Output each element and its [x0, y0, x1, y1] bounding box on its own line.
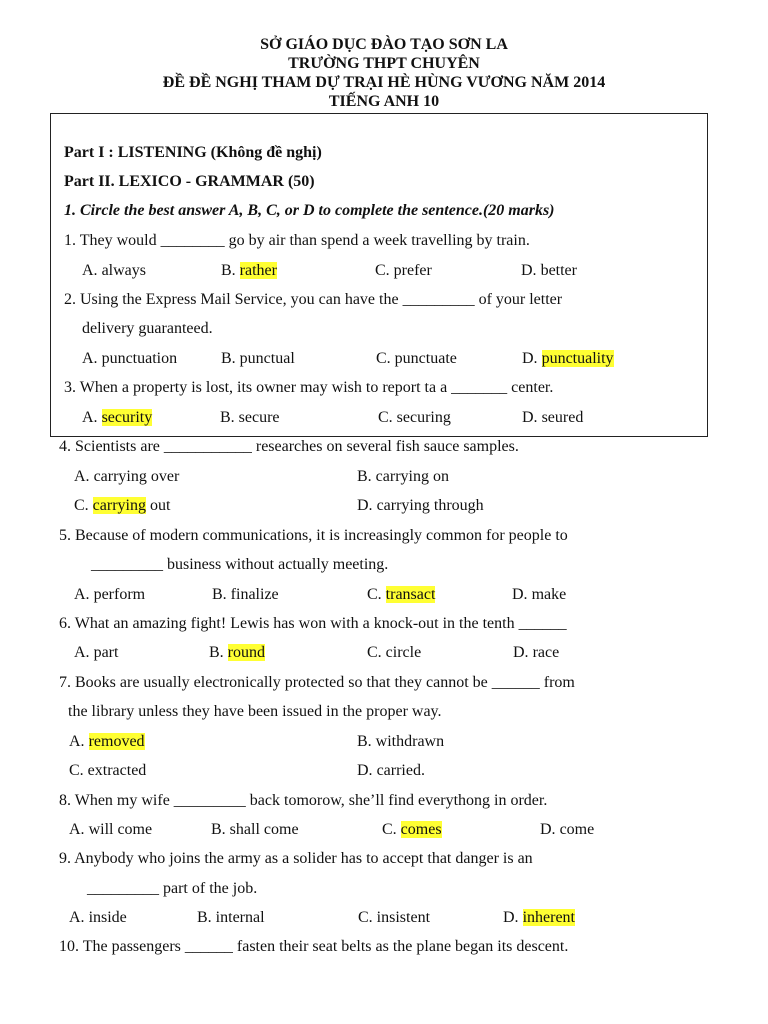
option-letter: A.: [82, 409, 102, 426]
highlighted-answer: security: [101, 409, 153, 426]
option-letter: B.: [209, 644, 228, 661]
option-letter: B.: [221, 350, 240, 367]
option-letter: D.: [503, 909, 523, 926]
question-9-text: 9. Anybody who joins the army as a solider has to accept that danger is an: [59, 850, 533, 867]
option-letter: B.: [197, 909, 216, 926]
option-word: inside: [88, 909, 127, 926]
question-7-option-a[interactable]: [69, 732, 145, 752]
option-word: punctual: [239, 350, 295, 367]
option-letter: B.: [221, 262, 240, 279]
option-letter: C.: [375, 262, 394, 279]
option-word: race: [532, 644, 560, 661]
option-word: internal: [215, 909, 265, 926]
question-4-option-d[interactable]: [357, 496, 484, 516]
option-word: securing: [396, 409, 451, 426]
option-letter: B.: [357, 733, 376, 750]
option-word: carrying on: [375, 468, 449, 485]
option-word: circle: [385, 644, 422, 661]
question-3-option-c[interactable]: [378, 408, 451, 428]
option-word: shall come: [229, 821, 299, 838]
question-4-text: 4. Scientists are ___________ researches on several fish sauce samples.: [59, 438, 519, 455]
question-2-option-c[interactable]: [376, 349, 457, 369]
option-word: withdrawn: [375, 733, 445, 750]
question-8-option-c[interactable]: [382, 820, 442, 840]
option-letter: C.: [376, 350, 395, 367]
header-department: SỞ GIÁO DỤC ĐÀO TẠO SƠN LA: [260, 36, 508, 53]
question-3-text: 3. When a property is lost, its owner may wish to report ta a _______ center.: [64, 379, 554, 396]
option-letter: A.: [69, 909, 89, 926]
question-8-option-d[interactable]: [540, 820, 594, 840]
highlighted-answer: round: [227, 644, 265, 661]
option-letter: D.: [357, 762, 377, 779]
question-7-text: 7. Books are usually electronically protected so that they cannot be ______ from: [59, 674, 575, 691]
option-letter: D.: [357, 497, 377, 514]
document-header: [0, 35, 768, 111]
question-8-option-b[interactable]: [211, 820, 299, 840]
question-2-option-d[interactable]: [522, 349, 614, 369]
option-word: extracted: [87, 762, 147, 779]
question-5-option-c[interactable]: [367, 585, 435, 605]
option-letter: D.: [540, 821, 560, 838]
option-suffix: out: [145, 497, 171, 514]
question-6-option-b[interactable]: [209, 643, 265, 663]
option-word: will come: [88, 821, 153, 838]
highlighted-answer: transact: [385, 586, 436, 603]
option-word: perform: [93, 586, 146, 603]
option-word: secure: [238, 409, 280, 426]
question-5-option-a[interactable]: [74, 585, 145, 605]
question-7-option-b[interactable]: [357, 732, 444, 752]
option-word: better: [540, 262, 577, 279]
option-letter: D.: [522, 350, 542, 367]
option-word: carrying through: [376, 497, 484, 514]
highlighted-answer: comes: [400, 821, 442, 838]
option-letter: C.: [367, 586, 386, 603]
question-9-option-c[interactable]: [358, 908, 430, 928]
option-letter: B.: [212, 586, 231, 603]
question-7-option-d[interactable]: [357, 761, 425, 781]
question-2-option-a[interactable]: [82, 349, 177, 369]
option-letter: C.: [74, 497, 93, 514]
option-letter: A.: [74, 468, 94, 485]
option-word: punctuate: [394, 350, 457, 367]
question-3-option-d[interactable]: [522, 408, 583, 428]
header-subject: TIẾNG ANH 10: [328, 93, 440, 110]
question-6-text: 6. What an amazing fight! Lewis has won with a knock-out in the tenth ______: [59, 615, 567, 632]
question-8-text: 8. When my wife _________ back tomorow, she’ll find everythong in order.: [59, 792, 548, 809]
question-1-option-b[interactable]: [221, 261, 277, 281]
part1-heading: Part I : LISTENING (Không đề nghị): [64, 144, 322, 161]
option-letter: B.: [357, 468, 376, 485]
question-1-option-c[interactable]: [375, 261, 432, 281]
question-2-option-b[interactable]: [221, 349, 295, 369]
question-1-text: 1. They would ________ go by air than spend a week travelling by train.: [64, 232, 530, 249]
option-letter: D.: [513, 644, 533, 661]
question-2-text: delivery guaranteed.: [82, 320, 213, 337]
header-exam-title: ĐỀ ĐỀ NGHỊ THAM DỰ TRẠI HÈ HÙNG VƯƠNG NĂM 2014: [162, 74, 606, 91]
option-letter: D.: [522, 409, 542, 426]
option-letter: A.: [82, 350, 102, 367]
part2-heading: Part II. LEXICO - GRAMMAR (50): [64, 173, 315, 190]
option-letter: A.: [69, 733, 89, 750]
question-4-option-a[interactable]: [74, 467, 179, 487]
option-letter: A.: [69, 821, 89, 838]
highlighted-answer: inherent: [522, 909, 575, 926]
question-9-option-a[interactable]: [69, 908, 127, 928]
option-letter: D.: [521, 262, 541, 279]
question-3-option-b[interactable]: [220, 408, 280, 428]
question-6-option-c[interactable]: [367, 643, 421, 663]
option-letter: C.: [358, 909, 377, 926]
question-9-option-d[interactable]: [503, 908, 575, 928]
question-7-option-c[interactable]: [69, 761, 146, 781]
header-school: TRƯỜNG THPT CHUYÊN: [288, 55, 480, 72]
question-4-option-c[interactable]: [74, 496, 170, 516]
option-letter: C.: [367, 644, 386, 661]
option-word: carried.: [376, 762, 425, 779]
question-6-option-a[interactable]: [74, 643, 118, 663]
question-5-option-d[interactable]: [512, 585, 566, 605]
option-letter: C.: [378, 409, 397, 426]
option-letter: A.: [74, 644, 94, 661]
question-8-option-a[interactable]: [69, 820, 152, 840]
question-5-text: 5. Because of modern communications, it is increasingly common for people to: [59, 527, 568, 544]
option-letter: C.: [69, 762, 88, 779]
question-7-text: the library unless they have been issued in the proper way.: [68, 703, 442, 720]
option-word: make: [531, 586, 567, 603]
option-letter: C.: [382, 821, 401, 838]
question-9-text: _________ part of the job.: [87, 880, 258, 897]
question-1-option-d[interactable]: [521, 261, 577, 281]
question-10-text: 10. The passengers ______ fasten their seat belts as the plane began its descent.: [59, 938, 569, 955]
option-letter: B.: [211, 821, 230, 838]
question-5-option-b[interactable]: [212, 585, 279, 605]
option-word: part: [93, 644, 119, 661]
highlighted-answer: carrying: [92, 497, 146, 514]
question-9-option-b[interactable]: [197, 908, 265, 928]
option-letter: D.: [512, 586, 532, 603]
question-1-option-a[interactable]: [82, 261, 146, 281]
question-5-text: _________ business without actually meeting.: [91, 556, 389, 573]
option-letter: A.: [82, 262, 102, 279]
highlighted-answer: punctuality: [541, 350, 614, 367]
option-word: come: [559, 821, 595, 838]
highlighted-answer: rather: [239, 262, 277, 279]
question-6-option-d[interactable]: [513, 643, 559, 663]
option-word: seured: [541, 409, 584, 426]
option-word: always: [101, 262, 146, 279]
question-2-text: 2. Using the Express Mail Service, you can have the _________ of your letter: [64, 291, 563, 308]
question-3-option-a[interactable]: [82, 408, 152, 428]
option-word: insistent: [376, 909, 431, 926]
option-word: carrying over: [93, 468, 180, 485]
highlighted-answer: removed: [88, 733, 145, 750]
option-word: prefer: [393, 262, 432, 279]
option-word: punctuation: [101, 350, 178, 367]
option-word: finalize: [230, 586, 279, 603]
option-letter: B.: [220, 409, 239, 426]
option-letter: A.: [74, 586, 94, 603]
question-4-option-b[interactable]: [357, 467, 449, 487]
instruction: 1. Circle the best answer A, B, C, or D to complete the sentence.(20 marks): [64, 202, 555, 219]
